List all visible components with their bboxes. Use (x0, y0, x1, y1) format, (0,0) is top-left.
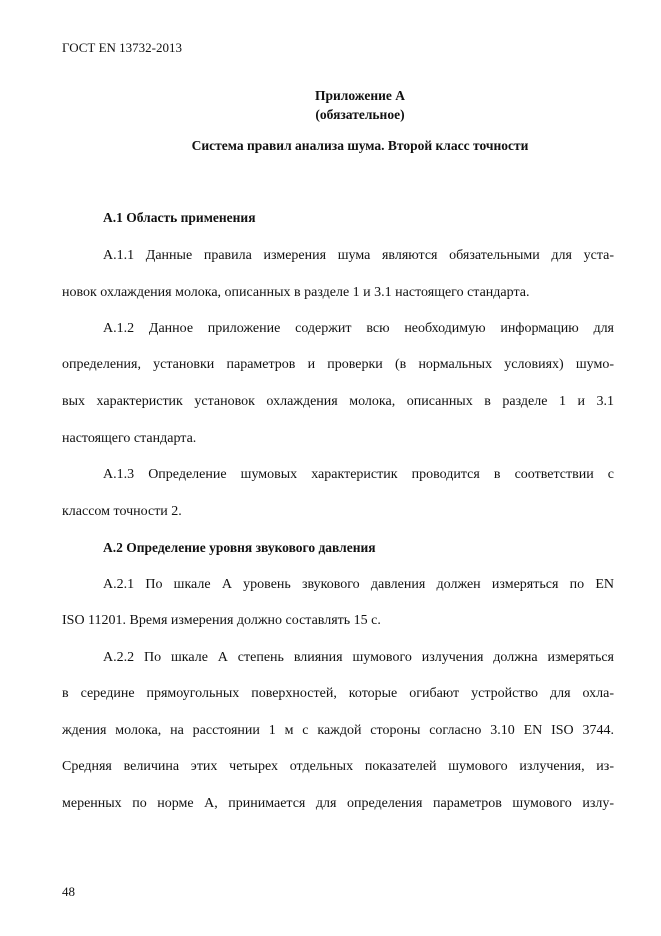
paragraph-line: А.2.1 По шкале А уровень звукового давления должен измеряться по EN (103, 577, 614, 592)
paragraph-line: А.2.2 По шкале А степень влияния шумового излучения должна измеряться (103, 650, 614, 665)
paragraph-line: ISO 11201. Время измерения должно составлять 15 с. (62, 613, 381, 628)
paragraph-line: настоящего стандарта. (62, 431, 197, 446)
paragraph-line: в середине прямоугольных поверхностей, которые огибают устройство для охла- (62, 686, 614, 701)
paragraph-line: классом точности 2. (62, 504, 182, 519)
paragraph-line: новок охлаждения молока, описанных в разделе 1 и 3.1 настоящего стандарта. (62, 285, 530, 300)
page-number: 48 (62, 884, 75, 899)
paragraph-line: А.1.3 Определение шумовых характеристик проводится в соответствии с (103, 467, 614, 482)
paragraph-line: Средняя величина этих четырех отдельных показателей шумового излучения, из- (62, 759, 614, 774)
section-heading-a2: А.2 Определение уровня звукового давления (103, 540, 376, 555)
appendix-status: (обязательное) (315, 107, 405, 122)
document-code: ГОСТ EN 13732-2013 (62, 40, 183, 55)
appendix-subtitle: Система правил анализа шума. Второй класс точности (191, 138, 529, 153)
paragraph-line: вых характеристик установок охлаждения молока, описанных в разделе 1 и 3.1 (62, 394, 614, 409)
paragraph-line: определения, установки параметров и проверки (в нормальных условиях) шумо- (62, 357, 614, 372)
paragraph-line: А.1.1 Данные правила измерения шума являются обязательными для уста- (103, 248, 614, 263)
paragraph-line: А.1.2 Данное приложение содержит всю необходимую информацию для (103, 321, 614, 336)
paragraph-line: меренных по норме А, принимается для определения параметров шумового излу- (62, 796, 614, 811)
paragraph-line: ждения молока, на расстоянии 1 м с каждой стороны согласно 3.10 EN ISO 3744. (62, 723, 614, 738)
section-heading-a1: А.1 Область применения (103, 210, 256, 225)
appendix-title: Приложение А (314, 88, 406, 103)
